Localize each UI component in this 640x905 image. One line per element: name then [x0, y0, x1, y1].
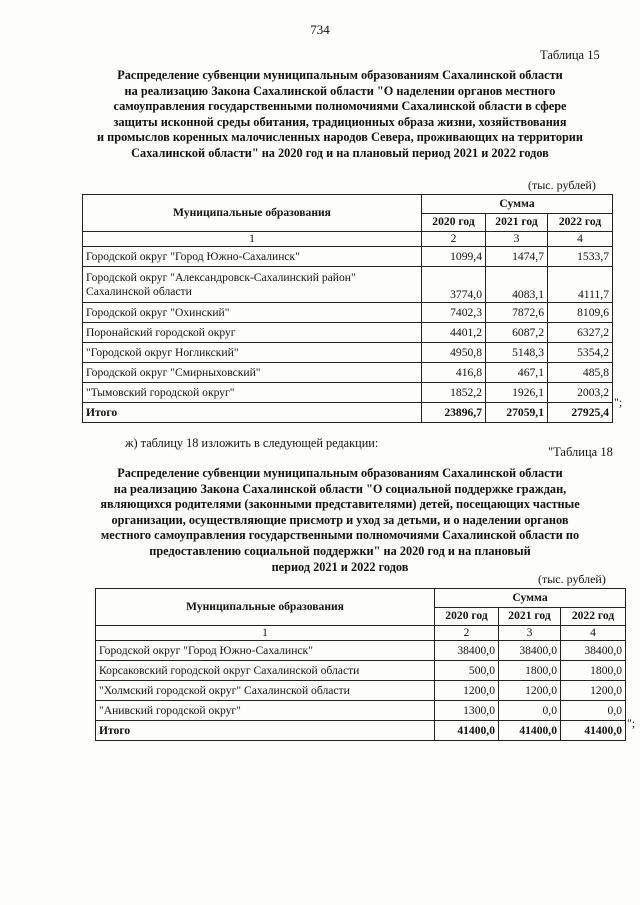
- table15: [82, 194, 613, 423]
- col-header-year: 2022 год: [561, 607, 626, 626]
- value-2022: 1200,0: [561, 681, 626, 701]
- row-name: "Холмский городской округ" Сахалинской области: [96, 681, 435, 701]
- total-row: [96, 721, 626, 741]
- table-row: [83, 267, 613, 303]
- table-row: [83, 343, 613, 363]
- table18-title: [70, 466, 610, 575]
- total-2022: 41400,0: [561, 721, 626, 741]
- value-2020: 1099,4: [422, 247, 486, 267]
- table-row: [83, 247, 613, 267]
- col-header-year: 2020 год: [422, 213, 486, 232]
- value-2022: 8109,6: [548, 303, 613, 323]
- title-line: местного самоуправления государственными полномочиями Сахалинской области по: [100, 528, 580, 543]
- value-2022: 0,0: [561, 701, 626, 721]
- row-name: Городской округ "Смирныховский": [83, 363, 422, 383]
- total-label: Итого: [83, 403, 422, 423]
- title-line: являющихся родителями (законными представителями) детей, посещающих частные: [100, 497, 580, 512]
- value-2021: 4083,1: [486, 267, 548, 303]
- value-2020: 1852,2: [422, 383, 486, 403]
- table-row: [96, 681, 626, 701]
- value-2021: 7872,6: [486, 303, 548, 323]
- value-2020: 1200,0: [435, 681, 499, 701]
- value-2022: 1533,7: [548, 247, 613, 267]
- table15-closing-quote: ";: [614, 395, 623, 409]
- amendment-intro: ж) таблицу 18 изложить в следующей редакции:: [125, 436, 379, 450]
- table18-units: (тыс. рублей): [538, 572, 606, 586]
- value-2020: 38400,0: [435, 641, 499, 661]
- col-number: 2: [422, 232, 486, 247]
- col-number: 4: [561, 626, 626, 641]
- row-name: Городской округ "Александровск-Сахалинский район" Сахалинской области: [83, 267, 422, 303]
- value-2020: 500,0: [435, 661, 499, 681]
- title-line: период 2021 и 2022 годов: [271, 559, 409, 574]
- col-number: 3: [499, 626, 561, 641]
- title-line: на реализацию Закона Сахалинской области "О социальной поддержке граждан,: [113, 481, 567, 496]
- col-header-sum: Сумма: [435, 589, 626, 608]
- row-name: Городской округ "Город Южно-Сахалинск": [96, 641, 435, 661]
- col-number: 1: [83, 232, 422, 247]
- table15-title: [70, 68, 610, 162]
- col-header-year: 2021 год: [486, 213, 548, 232]
- total-2020: 41400,0: [435, 721, 499, 741]
- table18-label: "Таблица 18: [548, 445, 613, 459]
- value-2020: 1300,0: [435, 701, 499, 721]
- total-label: Итого: [96, 721, 435, 741]
- title-line: Сахалинской области" на 2020 год и на плановый период 2021 и 2022 годов: [131, 145, 549, 160]
- value-2021: 38400,0: [499, 641, 561, 661]
- value-2022: 5354,2: [548, 343, 613, 363]
- col-number: 4: [548, 232, 613, 247]
- table15-units: (тыс. рублей): [528, 178, 596, 192]
- table18-closing-quote: ";: [627, 716, 636, 730]
- value-2021: 0,0: [499, 701, 561, 721]
- value-2020: 3774,0: [422, 267, 486, 303]
- col-number: 1: [96, 626, 435, 641]
- title-line: Распределение субвенции муниципальным образованиям Сахалинской области: [117, 68, 563, 82]
- total-2022: 27925,4: [548, 403, 613, 423]
- title-line: организации, осуществляющие присмотр и уход за детьми, и о наделении органов: [111, 512, 569, 527]
- col-header-year: 2022 год: [548, 213, 613, 232]
- value-2022: 1800,0: [561, 661, 626, 681]
- value-2021: 1200,0: [499, 681, 561, 701]
- total-2020: 23896,7: [422, 403, 486, 423]
- row-name: Поронайский городской округ: [83, 323, 422, 343]
- total-row: [83, 403, 613, 423]
- value-2022: 2003,2: [548, 383, 613, 403]
- page-number: 734: [310, 22, 330, 37]
- col-header-municipality: Муниципальные образования: [96, 589, 435, 626]
- value-2021: 1474,7: [486, 247, 548, 267]
- value-2021: 5148,3: [486, 343, 548, 363]
- row-name: "Городской округ Ногликский": [83, 343, 422, 363]
- title-line: защиты исконной среды обитания, традиционных образа жизни, хозяйствования: [113, 114, 567, 129]
- table-row: [96, 641, 626, 661]
- table15-label: Таблица 15: [540, 48, 600, 62]
- table-row: [83, 363, 613, 383]
- value-2020: 4401,2: [422, 323, 486, 343]
- row-name: Городской округ "Охинский": [83, 303, 422, 323]
- value-2021: 1800,0: [499, 661, 561, 681]
- table-row: [83, 383, 613, 403]
- row-name: "Тымовский городской округ": [83, 383, 422, 403]
- col-number: 3: [486, 232, 548, 247]
- col-header-year: 2021 год: [499, 607, 561, 626]
- value-2022: 485,8: [548, 363, 613, 383]
- value-2021: 467,1: [486, 363, 548, 383]
- value-2021: 1926,1: [486, 383, 548, 403]
- total-2021: 41400,0: [499, 721, 561, 741]
- value-2022: 38400,0: [561, 641, 626, 661]
- total-2021: 27059,1: [486, 403, 548, 423]
- value-2022: 6327,2: [548, 323, 613, 343]
- title-line: Распределение субвенции муниципальным образованиям Сахалинской области: [117, 466, 563, 480]
- col-header-sum: Сумма: [422, 195, 613, 214]
- row-name: Городской округ "Город Южно-Сахалинск": [83, 247, 422, 267]
- table-row: [96, 661, 626, 681]
- table-row: [96, 701, 626, 721]
- title-line: и промыслов коренных малочисленных народов Севера, проживающих на территории: [97, 130, 583, 145]
- row-name: "Анивский городской округ": [96, 701, 435, 721]
- col-header-municipality: Муниципальные образования: [83, 195, 422, 232]
- row-name: Корсаковский городской округ Сахалинской области: [96, 661, 435, 681]
- table18: [95, 588, 626, 741]
- value-2020: 4950,8: [422, 343, 486, 363]
- title-line: предоставлению социальной поддержки" на 2020 год и на плановый: [149, 543, 531, 558]
- table-row: [83, 323, 613, 343]
- value-2020: 7402,3: [422, 303, 486, 323]
- title-line: самоуправления государственными полномочиями Сахалинской области в сфере: [113, 99, 567, 114]
- col-header-year: 2020 год: [435, 607, 499, 626]
- value-2020: 416,8: [422, 363, 486, 383]
- title-line: на реализацию Закона Сахалинской области "О наделении органов местного: [124, 83, 556, 98]
- col-number: 2: [435, 626, 499, 641]
- table-row: [83, 303, 613, 323]
- value-2022: 4111,7: [548, 267, 613, 303]
- value-2021: 6087,2: [486, 323, 548, 343]
